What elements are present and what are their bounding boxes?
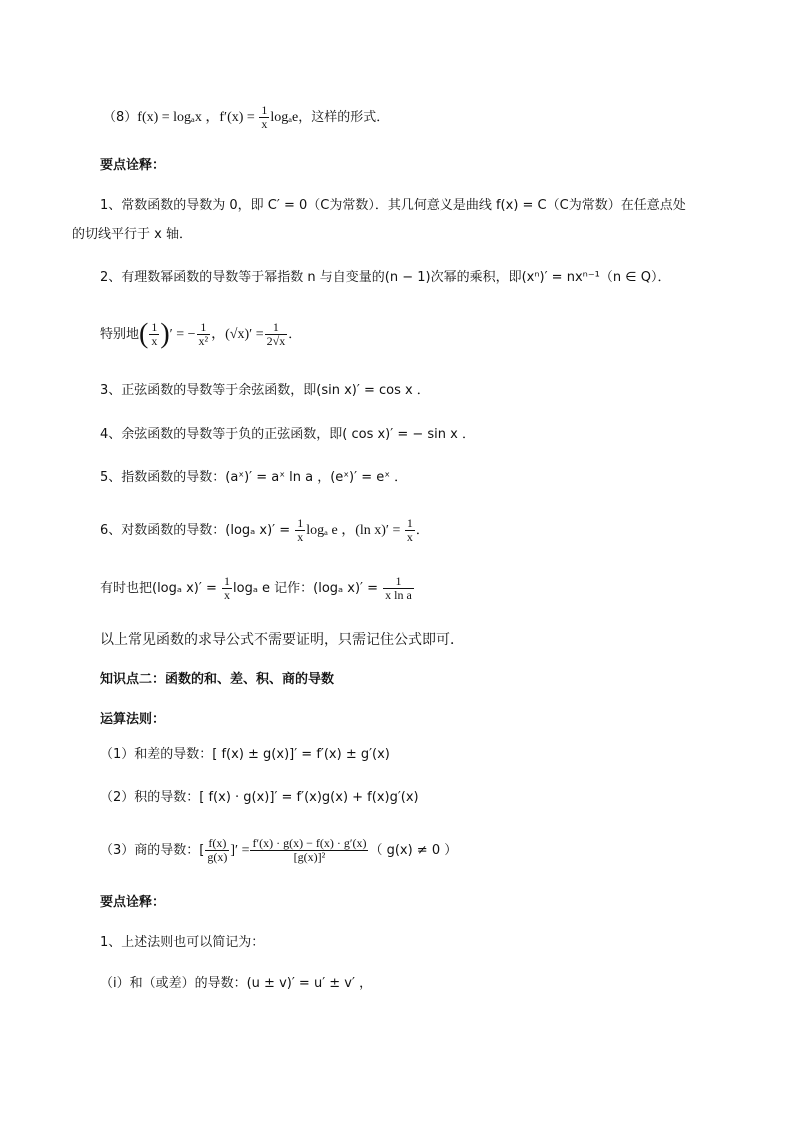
formula-text: logₐ e ，(ln x)′ = [306, 523, 404, 538]
fraction [265, 321, 288, 348]
note-item-6 [100, 516, 429, 546]
fraction [149, 321, 159, 348]
formula-text: ′ = − [169, 327, 196, 342]
formula-text: 有时也把(logₐ x)′ = [100, 581, 221, 596]
fraction [250, 837, 368, 864]
subheading-rules: 运算法则： [100, 712, 166, 727]
fraction [222, 575, 232, 602]
note-item-1: 1、常数函数的导数为 0，即 C′ = 0（C为常数）．其几何意义是曲线 f(x) = C（C为常数）在任意点处 [100, 198, 686, 213]
fraction-numerator: 1 [151, 320, 158, 334]
section-heading-notes-2: 要点诠释： [100, 895, 166, 910]
note-item-2: 2、有理数幂函数的导数等于幂指数 n 与自变量的(n − 1)次幂的乘积，即(xⁿ)′ = nxⁿ⁻¹（n ∈ Q）． [100, 270, 671, 285]
line-end: （ g(x) ≠ 0 ） [369, 843, 458, 858]
section-heading-knowledge-2: 知识点二：函数的和、差、积、商的导数 [100, 672, 335, 687]
fraction-denominator: x [406, 530, 413, 544]
fraction-denominator: x ln a [385, 588, 412, 602]
fraction-numerator: f(x) [208, 836, 227, 850]
fraction-numerator: 1 [406, 516, 413, 530]
rule-1: （1）和差的导数：[ f(x) ± g(x)]′ = f′(x) ± g′(x) [100, 747, 390, 762]
special-case-line [100, 320, 301, 350]
fraction-denominator: x [297, 530, 304, 544]
note-item-5: 5、指数函数的导数：(aˣ)′ = aˣ ln a ，(eˣ)′ = eˣ ． [100, 470, 408, 485]
fraction-denominator: g(x) [207, 850, 228, 864]
rule-2: （2）积的导数：[ f(x) · g(x)]′ = f′(x)g(x) + f(x)g′(x) [100, 790, 419, 805]
fraction-numerator: 1 [272, 320, 279, 334]
fraction-denominator: [g(x)]² [250, 850, 368, 864]
line-end: ． [415, 523, 429, 538]
section-heading-notes: 要点诠释： [100, 158, 166, 173]
fraction [205, 837, 229, 864]
note-item-4: 4、余弦函数的导数等于负的正弦函数，即( cos x)′ = − sin x ． [100, 427, 475, 442]
note-item-3: 3、正弦函数的导数等于余弦函数，即(sin x)′ = cos x ． [100, 383, 430, 398]
rule-3 [100, 834, 457, 868]
fraction [295, 517, 305, 544]
fraction-denominator: x [151, 334, 158, 348]
fraction-denominator: x [261, 117, 268, 131]
summary-text: 以上常见函数的求导公式不需要证明，只需记住公式即可． [100, 632, 464, 648]
paren-left: ( [139, 318, 149, 350]
fraction [383, 575, 414, 602]
line-text: ，这样的形式． [298, 110, 390, 125]
formula-text: ，(√x)′ = [211, 327, 264, 342]
fraction-numerator: 1 [297, 516, 304, 530]
formula-text: ]′ = [230, 843, 250, 858]
formula-text: （3）商的导数：[ [100, 843, 205, 858]
special-prefix: 特别地 [100, 327, 140, 342]
fraction-denominator: x² [198, 334, 209, 348]
paren-right: ) [160, 318, 170, 350]
fraction-numerator: 1 [224, 574, 230, 588]
fraction-numerator: 1 [395, 574, 402, 588]
note-2-item-i: （ⅰ）和（或差）的导数：(u ± v)′ = u′ ± v′ ， [100, 976, 373, 991]
fraction-numerator: f′(x) · g(x) − f(x) · g′(x) [252, 836, 367, 850]
fraction [405, 517, 415, 544]
line-end: ． [288, 327, 302, 342]
note-2-item-1: 1、上述法则也可以简记为： [100, 935, 265, 950]
item-index: （8） [103, 110, 138, 125]
note-item-1-cont: 的切线平行于 x 轴． [72, 227, 192, 242]
fraction-numerator: 1 [261, 103, 268, 117]
formula-line-8 [103, 104, 389, 131]
fraction-denominator: 2√x [266, 334, 286, 348]
fraction [197, 321, 211, 348]
fraction-numerator: 1 [200, 320, 207, 334]
formula-text: 6、对数函数的导数：(logₐ x)′ = [100, 523, 295, 538]
formula-text: logₐ e 记作：(logₐ x)′ = [233, 581, 383, 596]
alternate-notation-line [100, 574, 415, 604]
fraction [259, 104, 269, 131]
formula-tail: logₐe [270, 110, 299, 125]
fraction-denominator: x [224, 588, 230, 602]
formula-text: f(x) = logₐx ，f′(x) = [137, 110, 259, 125]
